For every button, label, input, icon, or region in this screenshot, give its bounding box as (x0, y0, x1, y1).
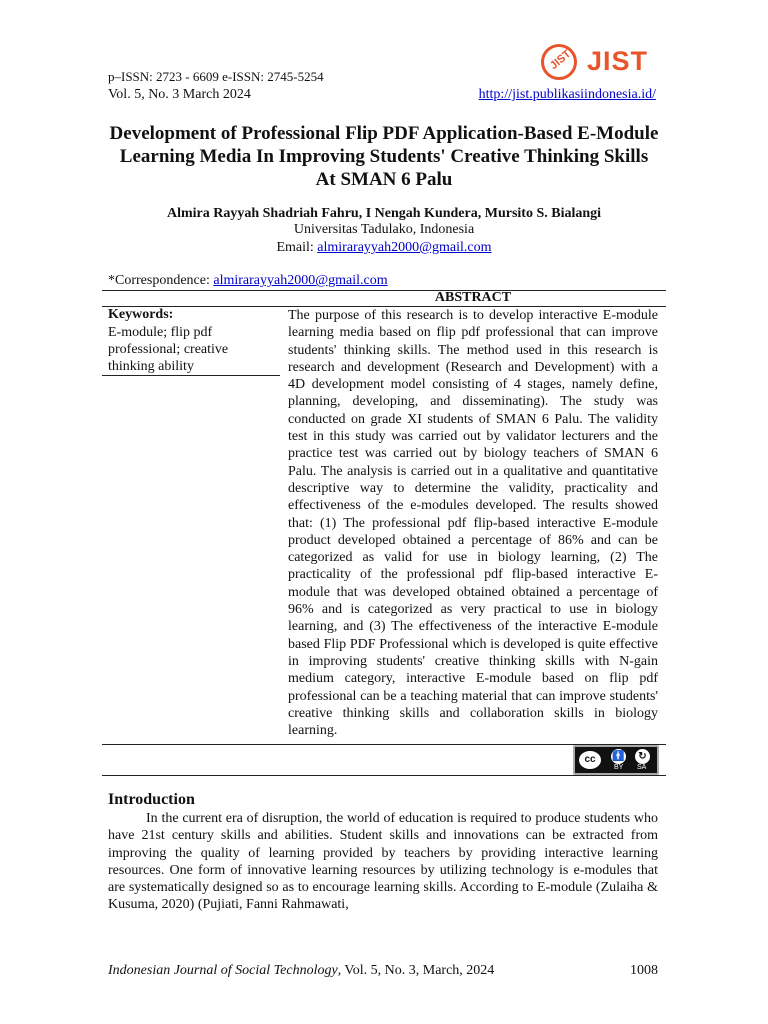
correspondence-email-link[interactable]: almirarayyah2000@gmail.com (213, 273, 388, 288)
sa-label: SA (637, 764, 647, 771)
keywords-heading: Keywords: (108, 307, 174, 322)
footer-journal-name: Indonesian Journal of Social Technology (108, 963, 338, 978)
by-person-icon: 🚹 (612, 751, 625, 762)
paper-title: Development of Professional Flip PDF Application-Based E-Module Learning Media In Improving Students' Creative Thinking Skills At SMAN 6 Palu (109, 123, 659, 190)
introduction-text: In the current era of disruption, the world of education is required to produce students who have 21st century skills and abilities. Student skills and innovations can be extracted from improving the quality of learning provided by teachers by providing interactive learning resources. One form of innovative learning resources by utilizing technology is e-modules that are systematically designed so as to encourage learning skills. According to E-module (Zulaiha & Kusuma, 2020) (Pujiati, Fanni Rahmawati, (108, 811, 658, 913)
divider-keywords (102, 375, 280, 376)
issn-line: p–ISSN: 2723 - 6609 e-ISSN: 2745-5254 (108, 69, 324, 84)
divider-license (102, 775, 666, 776)
abstract-heading: ABSTRACT (434, 290, 512, 305)
by-label: BY (614, 764, 624, 771)
email-label: Email: (276, 240, 318, 255)
correspondence-label: *Correspondence: (108, 273, 214, 288)
author-email-line (108, 240, 660, 256)
cc-license-badge[interactable] (573, 745, 659, 775)
introduction-heading: Introduction (108, 791, 195, 808)
paper-affiliation: Universitas Tadulako, Indonesia (293, 222, 475, 237)
correspondence-line (108, 273, 388, 289)
journal-url-link[interactable]: http://jist.publikasiindonesia.id/ (478, 87, 656, 102)
sa-share-alike-icon: ↻ (635, 749, 650, 764)
journal-logo (541, 42, 661, 84)
keywords-text: E-module; flip pdf professional; creative thinking ability (108, 325, 229, 374)
footer-citation (108, 963, 494, 979)
volume-line: Vol. 5, No. 3 March 2024 (108, 87, 251, 102)
page-number: 1008 (630, 963, 658, 978)
logo-wordmark: JIST (587, 46, 649, 76)
paper-authors: Almira Rayyah Shadriah Fahru, I Nengah Kundera, Mursito S. Bialangi (166, 206, 602, 221)
cc-icon: cc (577, 749, 603, 771)
abstract-text: The purpose of this research is to develop interactive E-module learning media based on flip pdf professional that can improve students' thinking skills. The method used in this research is research and development (Research and Development) with a 4D development model consisting of 4 stages, namely define, planning, developing, and disseminating). The study was conducted on grade XI students of SMAN 6 Palu. The validity test in this study was carried out by validator lecturers and the practice test was carried out by biology teachers of SMAN 6 Palu. The analysis is carried out in a qualitative and quantitative descriptive way to determine the validity, practicality and effectiveness of the e-modules developed. The results showed that: (1) The professional pdf flip-based interactive E-module product developed obtained a percentage of 86% and can be categorized as valid for use in biology learning, (2) The practicality of the professional pdf flip-based interactive E-module that was developed obtained obtained a percentage of 96% and is categorized as very practical to use in biology learning, and (3) The effectiveness of the interactive E-module based Flip PDF Professional which is developed is quite effective in improving students' creative thinking skills with N-gain medium category, interactive E-module based on flip pdf professional can be a teaching material that can improve students' creative thinking skills and collaboration skills in biology learning. (288, 308, 658, 739)
logo-badge-icon: JIST (541, 44, 577, 80)
footer-issue: , Vol. 5, No. 3, March, 2024 (337, 963, 495, 978)
author-email-link[interactable]: almirarayyah2000@gmail.com (317, 240, 492, 255)
